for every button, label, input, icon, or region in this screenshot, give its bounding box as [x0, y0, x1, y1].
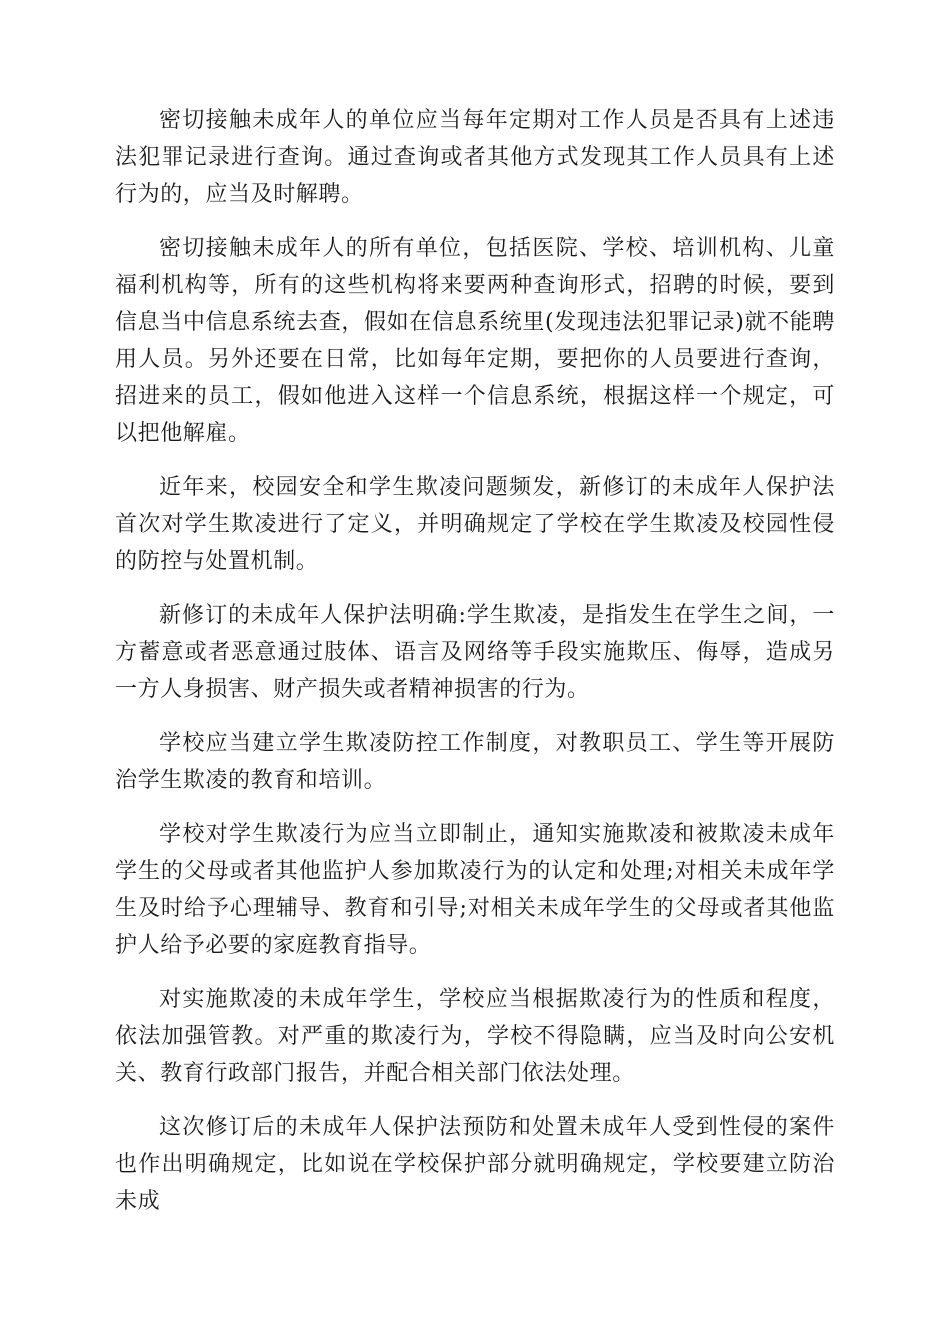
- paragraph-7: 对实施欺凌的未成年学生，学校应当根据欺凌行为的性质和程度，依法加强管教。对严重的欺凌行为，学校不得隐瞒，应当及时向公安机关、教育行政部门报告，并配合相关部门依法处理。: [115, 987, 835, 1086]
- paragraph-8: 这次修订后的未成年人保护法预防和处置未成年人受到性侵的案件也作出明确规定，比如说在学校保护部分就明确规定，学校要建立防治未成: [115, 1115, 835, 1214]
- paragraph-2: 密切接触未成年人的所有单位，包括医院、学校、培训机构、儿童福利机构等，所有的这些机构将来要两种查询形式，招聘的时候，要到信息当中信息系统去查，假如在信息系统里(发现违法犯罪记录)就不能聘用人员。另外还要在日常，比如每年定期，要把你的人员要进行查询，招进来的员工，假如他进入这样一个信息系统，根据这样一个规定，可以把他解雇。: [115, 236, 835, 446]
- paragraph-3: 近年来，校园安全和学生欺凌问题频发，新修订的未成年人保护法首次对学生欺凌进行了定义，并明确规定了学校在学生欺凌及校园性侵的防控与处置机制。: [115, 475, 835, 574]
- paragraph-6: 学校对学生欺凌行为应当立即制止，通知实施欺凌和被欺凌未成年学生的父母或者其他监护人参加欺凌行为的认定和处理;对相关未成年学生及时给予心理辅导、教育和引导;对相关未成年学生的父母或者其他监护人给予必要的家庭教育指导。: [115, 822, 835, 958]
- paragraph-4: 新修订的未成年人保护法明确:学生欺凌，是指发生在学生之间，一方蓄意或者恶意通过肢体、语言及网络等手段实施欺压、侮辱，造成另一方人身损害、财产损失或者精神损害的行为。: [115, 603, 835, 702]
- paragraph-5: 学校应当建立学生欺凌防控工作制度，对教职员工、学生等开展防治学生欺凌的教育和培训。: [115, 731, 835, 793]
- document-body: [115, 102, 835, 1237]
- paragraph-1: 密切接触未成年人的单位应当每年定期对工作人员是否具有上述违法犯罪记录进行查询。通过查询或者其他方式发现其工作人员具有上述行为的，应当及时解聘。: [115, 108, 835, 207]
